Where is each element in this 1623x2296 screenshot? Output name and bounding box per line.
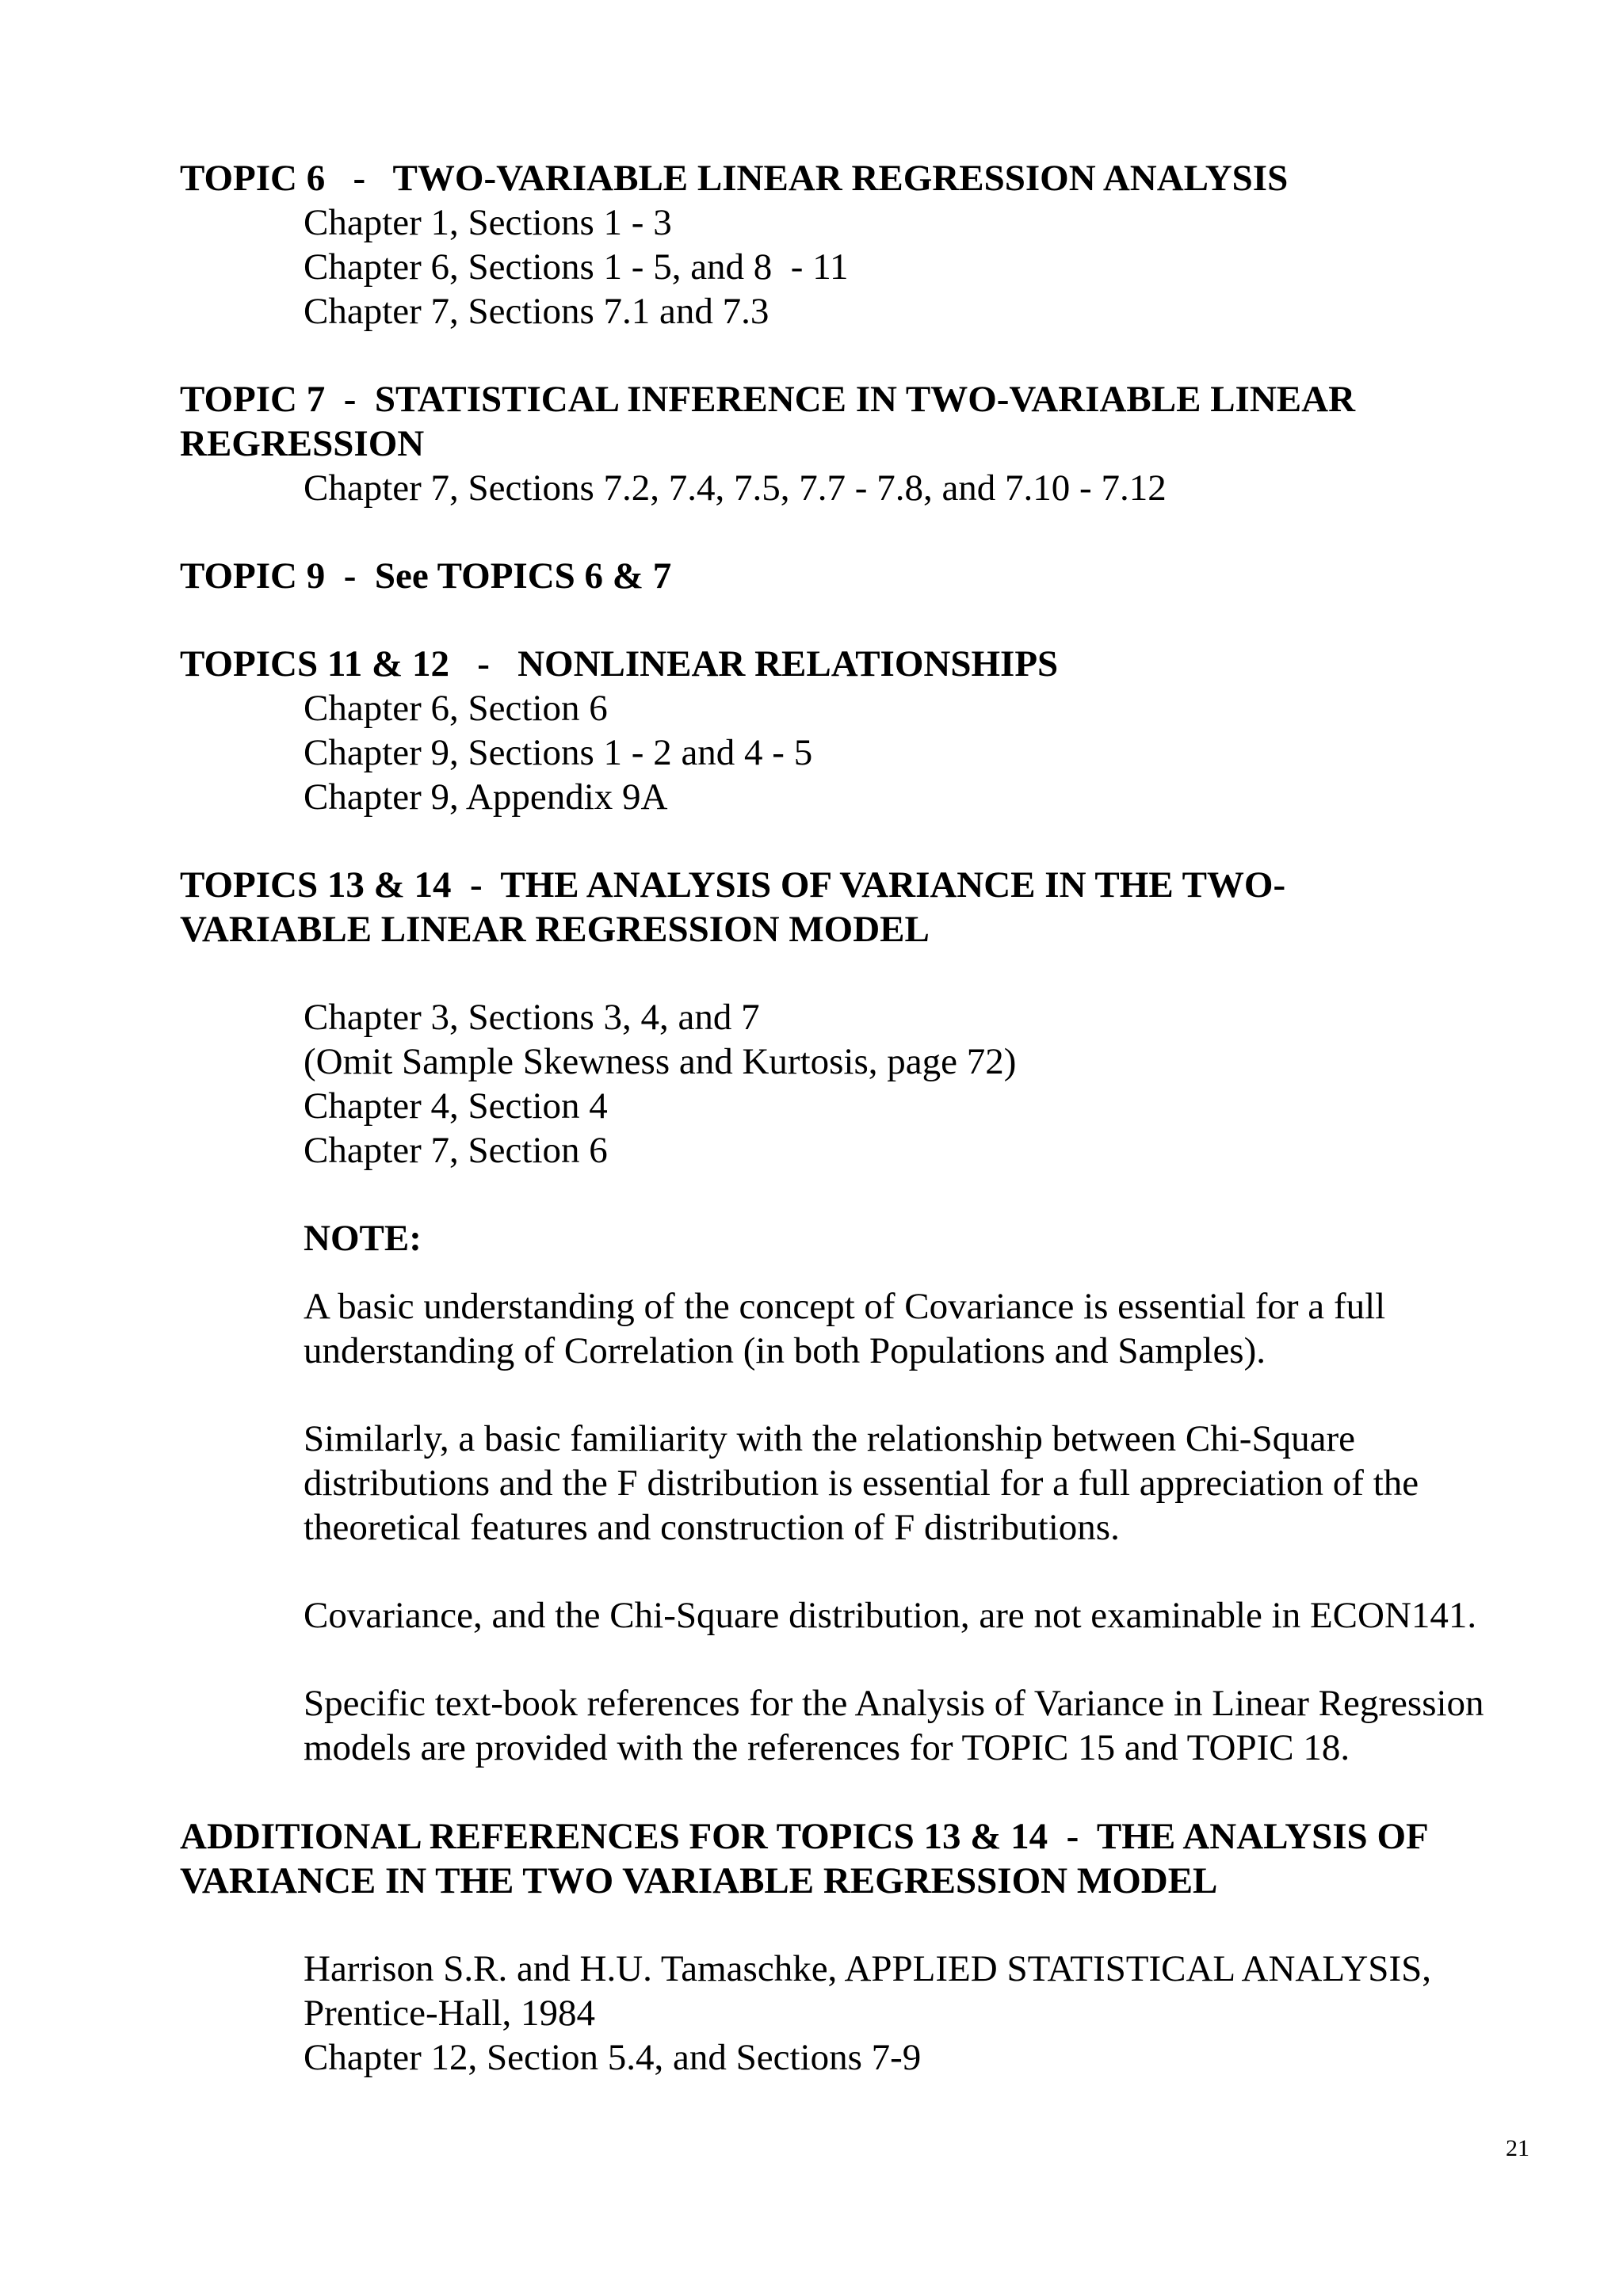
topics13-14-ref-1: Chapter 3, Sections 3, 4, and 7: [304, 997, 760, 1038]
topics11-12-ref-2: Chapter 9, Sections 1 - 2 and 4 - 5: [304, 732, 813, 773]
topic6-ref-2: Chapter 6, Sections 1 - 5, and 8 - 11: [304, 246, 849, 288]
topic6-ref-1: Chapter 1, Sections 1 - 3: [304, 202, 672, 243]
additional-ref-1: Harrison S.R. and H.U. Tamaschke, APPLIED STATISTICAL ANALYSIS,: [304, 1948, 1431, 1989]
additional-heading-line1: ADDITIONAL REFERENCES FOR TOPICS 13 & 14 - THE ANALYSIS OF: [180, 1816, 1429, 1857]
note-para2-line3: theoretical features and construction of F distributions.: [304, 1507, 1120, 1548]
topic6-ref-3: Chapter 7, Sections 7.1 and 7.3: [304, 291, 769, 332]
topics11-12-ref-3: Chapter 9, Appendix 9A: [304, 776, 668, 818]
additional-heading-line2: VARIANCE IN THE TWO VARIABLE REGRESSION MODEL: [180, 1860, 1218, 1901]
note-para1-line2: understanding of Correlation (in both Populations and Samples).: [304, 1330, 1266, 1371]
page-number: 21: [1506, 2135, 1529, 2161]
topics13-14-heading-line2: VARIABLE LINEAR REGRESSION MODEL: [180, 909, 930, 950]
topic7-ref-1: Chapter 7, Sections 7.2, 7.4, 7.5, 7.7 - 7.8, and 7.10 - 7.12: [304, 467, 1167, 509]
topic9-heading: TOPIC 9 - See TOPICS 6 & 7: [180, 555, 672, 597]
note-para3-line1: Covariance, and the Chi-Square distribution, are not examinable in ECON141.: [304, 1595, 1477, 1636]
topics11-12-heading: TOPICS 11 & 12 - NONLINEAR RELATIONSHIPS: [180, 643, 1059, 685]
note-para4-line2: models are provided with the references for TOPIC 15 and TOPIC 18.: [304, 1727, 1350, 1768]
topics13-14-ref-2: (Omit Sample Skewness and Kurtosis, page 72): [304, 1041, 1017, 1082]
topics13-14-ref-3: Chapter 4, Section 4: [304, 1085, 608, 1127]
note-para2-line2: distributions and the F distribution is essential for a full appreciation of the: [304, 1463, 1419, 1504]
note-para1-line1: A basic understanding of the concept of Covariance is essential for a full: [304, 1286, 1386, 1327]
additional-ref-3: Chapter 12, Section 5.4, and Sections 7-9: [304, 2037, 922, 2078]
topic6-heading: TOPIC 6 - TWO-VARIABLE LINEAR REGRESSION ANALYSIS: [180, 158, 1289, 199]
topic7-heading-line1: TOPIC 7 - STATISTICAL INFERENCE IN TWO-VARIABLE LINEAR: [180, 379, 1356, 420]
note-label: NOTE:: [304, 1218, 422, 1259]
note-para2-line1: Similarly, a basic familiarity with the relationship between Chi-Square: [304, 1418, 1355, 1459]
additional-ref-2: Prentice-Hall, 1984: [304, 1993, 596, 2034]
note-para4-line1: Specific text-book references for the Analysis of Variance in Linear Regression: [304, 1683, 1484, 1724]
topics13-14-ref-4: Chapter 7, Section 6: [304, 1130, 608, 1171]
topics13-14-heading-line1: TOPICS 13 & 14 - THE ANALYSIS OF VARIANCE IN THE TWO-: [180, 864, 1286, 906]
topic7-heading-line2: REGRESSION: [180, 423, 425, 464]
topics11-12-ref-1: Chapter 6, Section 6: [304, 688, 608, 729]
